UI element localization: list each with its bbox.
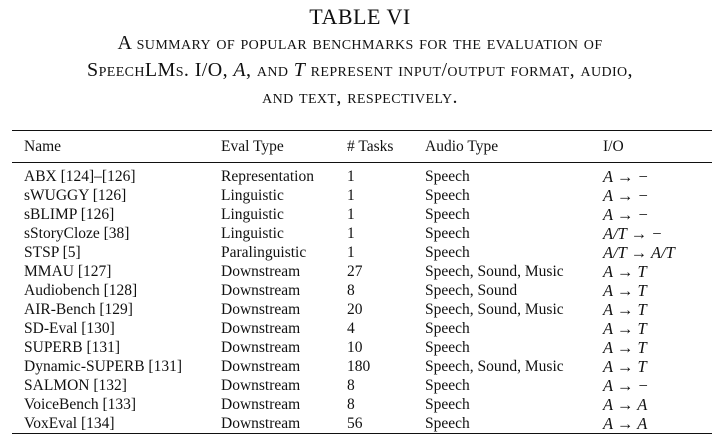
caption-audio-symbol: A: [233, 59, 247, 81]
cell-name: SUPERB [131]: [24, 339, 121, 356]
cell-io: A → −: [603, 376, 649, 395]
cell-eval-type: Downstream: [221, 415, 301, 432]
header-name: Name: [24, 137, 62, 155]
table-row: [12, 395, 712, 414]
cell-audio-type: Speech: [425, 320, 470, 337]
table-body: [12, 163, 712, 434]
cell-tasks: 1: [347, 206, 355, 223]
cell-io: A → −: [603, 167, 649, 186]
cell-eval-type: Downstream: [221, 282, 301, 299]
cell-io: A → A: [603, 414, 648, 433]
cell-name: SALMON [132]: [24, 377, 127, 394]
cell-name: STSP [5]: [24, 244, 81, 261]
table-row: [12, 163, 712, 187]
cell-audio-type: Speech, Sound: [425, 282, 518, 299]
cell-eval-type: Downstream: [221, 377, 301, 394]
header-tasks: # Tasks: [347, 137, 394, 155]
cell-audio-type: Speech: [425, 168, 470, 185]
cell-tasks: 20: [347, 301, 363, 318]
cell-name: SD-Eval [130]: [24, 320, 115, 337]
caption-line-2-mid1: ,: [222, 59, 234, 81]
cell-tasks: 27: [347, 263, 363, 280]
cell-io: A → T: [603, 281, 647, 300]
header-io: I/O: [603, 137, 624, 155]
cell-audio-type: Speech: [425, 339, 470, 356]
table-number: TABLE VI: [309, 4, 411, 29]
cell-io: A → T: [603, 300, 647, 319]
header-audio-type: Audio Type: [425, 137, 499, 155]
caption-line-2-mid2: , and: [246, 59, 294, 81]
caption-line-2-prefix: SpeechLMs.: [87, 59, 195, 81]
cell-audio-type: Speech: [425, 187, 470, 204]
cell-tasks: 8: [347, 396, 355, 413]
cell-eval-type: Downstream: [221, 339, 301, 356]
table-row: [12, 205, 712, 224]
cell-eval-type: Linguistic: [221, 225, 284, 242]
cell-io: A → T: [603, 262, 647, 281]
cell-eval-type: Downstream: [221, 358, 301, 375]
cell-io: A → T: [603, 338, 647, 357]
cell-name: MMAU [127]: [24, 263, 112, 280]
table-caption: [0, 0, 720, 111]
table-row: [12, 186, 712, 205]
cell-io: A → −: [603, 205, 649, 224]
table-row: [12, 281, 712, 300]
table-row: [12, 262, 712, 281]
cell-io: A → T: [603, 357, 647, 376]
cell-tasks: 56: [347, 415, 363, 432]
table-row: [12, 319, 712, 338]
cell-io: A/T → −: [603, 224, 663, 243]
cell-tasks: 1: [347, 168, 355, 185]
caption-line-3: and text, respectively.: [262, 86, 458, 108]
cell-tasks: 10: [347, 339, 363, 356]
caption-line-2: [0, 57, 720, 84]
cell-audio-type: Speech: [425, 377, 470, 394]
table-row: [12, 243, 712, 262]
cell-audio-type: Speech, Sound, Music: [425, 263, 564, 280]
cell-tasks: 1: [347, 187, 355, 204]
cell-tasks: 4: [347, 320, 355, 337]
cell-name: VoxEval [134]: [24, 415, 115, 432]
table-row: [12, 357, 712, 376]
cell-io: A → A: [603, 395, 648, 414]
caption-io-term: I/O: [194, 59, 223, 81]
cell-name: sBLIMP [126]: [24, 206, 115, 223]
cell-audio-type: Speech, Sound, Music: [425, 301, 564, 318]
cell-name: VoiceBench [133]: [24, 396, 137, 413]
cell-name: Dynamic-SUPERB [131]: [24, 358, 183, 375]
cell-tasks: 8: [347, 282, 355, 299]
table-row: [12, 338, 712, 357]
cell-eval-type: Linguistic: [221, 206, 284, 223]
table-row: [12, 414, 712, 434]
cell-eval-type: Downstream: [221, 396, 301, 413]
cell-eval-type: Linguistic: [221, 187, 284, 204]
cell-audio-type: Speech: [425, 415, 470, 432]
cell-eval-type: Representation: [221, 168, 314, 185]
cell-audio-type: Speech: [425, 244, 470, 261]
cell-eval-type: Downstream: [221, 263, 301, 280]
cell-name: ABX [124]–[126]: [24, 168, 136, 185]
cell-eval-type: Downstream: [221, 320, 301, 337]
header-eval-type: Eval Type: [221, 137, 284, 155]
table-row: [12, 300, 712, 319]
caption-text-symbol: T: [293, 59, 306, 81]
benchmark-table: [12, 130, 712, 434]
cell-eval-type: Downstream: [221, 301, 301, 318]
table-row: [12, 224, 712, 243]
cell-name: sWUGGY [126]: [24, 187, 127, 204]
cell-tasks: 8: [347, 377, 355, 394]
cell-audio-type: Speech: [425, 396, 470, 413]
header-row: [12, 131, 712, 163]
cell-tasks: 180: [347, 358, 371, 375]
cell-tasks: 1: [347, 225, 355, 242]
cell-name: Audiobench [128]: [24, 282, 138, 299]
cell-tasks: 1: [347, 244, 355, 261]
caption-line-1: A summary of popular benchmarks for the evaluation of: [117, 32, 603, 54]
cell-name: sStoryCloze [38]: [24, 225, 130, 242]
cell-audio-type: Speech: [425, 206, 470, 223]
cell-io: A/T → A/T: [603, 243, 675, 262]
cell-io: A → −: [603, 186, 649, 205]
cell-name: AIR-Bench [129]: [24, 301, 133, 318]
caption-line-2-suffix: represent input/output format, audio,: [305, 59, 633, 81]
table-row: [12, 376, 712, 395]
cell-audio-type: Speech, Sound, Music: [425, 358, 564, 375]
cell-audio-type: Speech: [425, 225, 470, 242]
cell-eval-type: Paralinguistic: [221, 244, 307, 261]
cell-io: A → T: [603, 319, 647, 338]
